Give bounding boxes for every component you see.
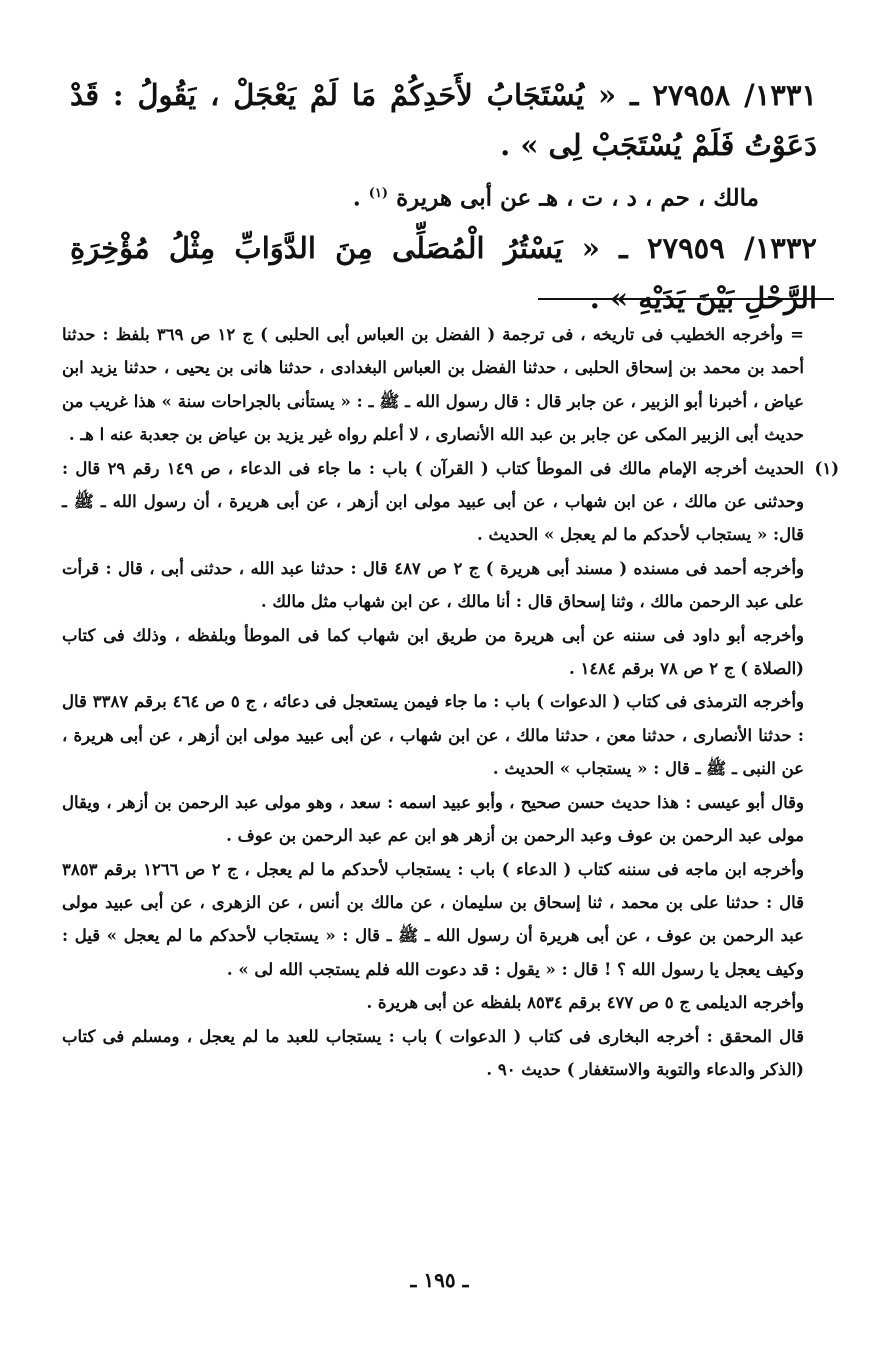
footnote-para-abu-isa: وقال أبو عيسى : هذا حديث حسن صحيح ، وأبو عبيد اسمه : سعد ، وهو مولى عبد الرحمن بن أزهر ، ويقال مولى عبد الرحمن بن عوف وعبد الرحمن بن أزهر هو ابن عم عبد الرحمن بن عوف .: [62, 792, 804, 846]
footnote-1-text: الحديث أخرجه الإمام مالك فى الموطأ كتاب ( القرآن ) باب : ما جاء فى الدعاء ، ص ١٤٩ رقم ٢٩ قال : وحدثنى عن مالك ، عن ابن شهاب ، عن أبى عبيد مولى ابن أزهر ، عن أبى هريرة ، أن رسول الله ـ ﷺ ـ قال: « يستجاب لأحدكم ما لم يعجل » الحديث .: [62, 458, 805, 545]
footnote-1-mark: (١): [814, 458, 839, 478]
hadith-1332: ١٣٣٢/ ٢٧٩٥٩ ـ « يَسْتُرُ الْمُصَلِّى مِنَ الدَّوَابِّ مِثْلُ مُؤْخِرَةِ الرَّحْلِ بَيْنَ يَدَيْهِ » .: [70, 230, 817, 315]
hadith-1331-sources: [70, 170, 817, 223]
page-number: ـ ١٩٥ ـ: [410, 1268, 469, 1292]
footnote-para-ahmad: وأخرجه أحمد فى مسنده ( مسند أبى هريرة ) ج ٢ ص ٤٨٧ قال : حدثنا عبد الله ، حدثنى أبى ، قال : قرأت على عبد الرحمن مالك ، وثنا إسحاق قال : أنا مالك ، عن ابن شهاب مثل مالك .: [62, 558, 805, 612]
footnote-para-tirmidhi: وأخرجه الترمذى فى كتاب ( الدعوات ) باب : ما جاء فيمن يستعجل فى دعائه ، ج ٥ ص ٤٦٤ برقم ٣٣٨٧ قال : حدثنا الأنصارى ، حدثنا معن ، حدثنا مالك ، عن ابن شهاب ، عن أبى عبيد مولى ابن أزهر ، عن أبى هريرة ، عن النبى ـ ﷺ ـ قال : « يستجاب » الحديث .: [62, 692, 805, 779]
sources-text: مالك ، حم ، د ، ت ، هـ عن أبى هريرة: [396, 184, 759, 212]
footnote-ref-1: (١): [368, 186, 389, 201]
main-text: [70, 70, 817, 323]
footnote-separator: [538, 298, 834, 300]
footnote-para-ibn-majah: وأخرجه ابن ماجه فى سننه كتاب ( الدعاء ) باب : يستجاب لأحدكم ما لم يعجل ، ج ٢ ص ١٢٦٦ برقم ٣٨٥٣ قال : حدثنا على بن محمد ، ثنا إسحاق بن سليمان ، عن مالك بن أنس ، عن الزهرى ، عن أبى عبيد مولى عبد الرحمن بن عوف ، عن أبى هريرة أن رسول الله ـ ﷺ ـ قال : « يستجاب لأحدكم ما لم يعجل » قيل : وكيف يعجل يا رسول الله ؟ ! قال : « يقول : قد دعوت الله فلم يستجب الله لى » .: [62, 859, 804, 979]
footnote-para-muhaqqiq: قال المحقق : أخرجه البخارى فى كتاب ( الدعوات ) باب : يستجاب للعبد ما لم يعجل ، ومسلم فى كتاب (الذكر والدعاء والتوبة والاستغفار ) حديث ٩٠ .: [62, 1026, 804, 1079]
footnote-continuation: = وأخرجه الخطيب فى تاريخه ، فى ترجمة ( الفضل بن العباس أبى الحلبى ) ج ١٢ ص ٣٦٩ بلفظ : حدثنا أحمد بن محمد بن إسحاق الحلبى ، حدثنا الفضل بن العباس البغدادى ، حدثنا هانى بن يحيى ، حدثنا يزيد ابن عياض ، أخبرنا أبو الزبير ، عن جابر قال : قال رسول الله ـ ﷺ ـ : « يستأنى بالجراحات سنة » هذا غريب من حديث أبى الزبير المكى عن جابر بن عبد الله الأنصارى ، لا أعلم رواه غير يزيد بن عياض بن جعدبة عنه ا هـ .: [62, 325, 805, 445]
footnote-1: [62, 452, 839, 552]
footnote-para-daylami: وأخرجه الديلمى ج ٥ ص ٤٧٧ برقم ٨٥٣٤ بلفظه عن أبى هريرة .: [366, 993, 804, 1013]
footnote-para-abu-dawud: وأخرجه أبو داود فى سننه عن أبى هريرة من طريق ابن شهاب كما فى الموطأ وبلفظه ، وذلك فى كتاب (الصلاة ) ج ٢ ص ٧٨ برقم ١٤٨٤ .: [62, 625, 804, 679]
footnotes: [62, 318, 839, 1086]
sources-end: .: [352, 184, 369, 212]
hadith-1331: ١٣٣١/ ٢٧٩٥٨ ـ « يُسْتَجَابُ لأَحَدِكُمْ مَا لَمْ يَعْجَلْ ، يَقُولُ : قَدْ دَعَوْتُ فَلَمْ يُسْتَجَبْ لِى » .: [70, 78, 817, 162]
